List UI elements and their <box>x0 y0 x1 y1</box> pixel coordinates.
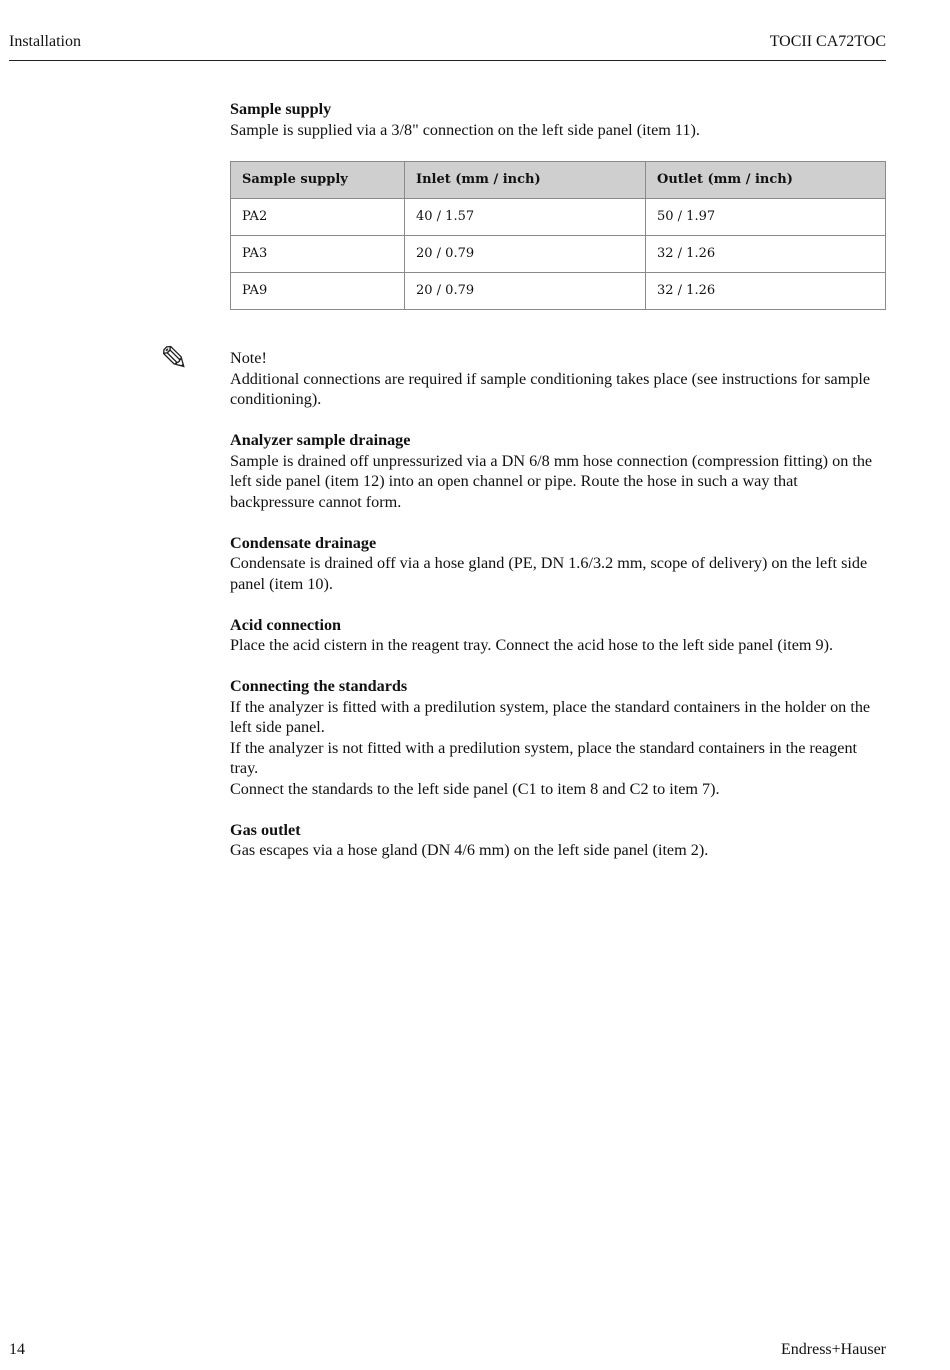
sample-supply-table <box>230 161 886 310</box>
page-footer <box>9 1341 886 1365</box>
table-cell: 20 / 0.79 <box>405 273 646 310</box>
sample-supply-heading: Sample supply <box>230 100 332 118</box>
gas-outlet-text: Gas escapes via a hose gland (DN 4/6 mm) on the left side panel (item 2). <box>230 841 709 859</box>
standards-heading: Connecting the standards <box>230 677 408 695</box>
gas-outlet-section <box>230 820 886 861</box>
table-header-cell: Inlet (mm / inch) <box>405 162 646 199</box>
table-cell: PA3 <box>231 236 405 273</box>
acid-connection-text: Place the acid cistern in the reagent tray. Connect the acid hose to the left side panel (item 9). <box>230 636 834 654</box>
acid-connection-heading: Acid connection <box>230 615 342 634</box>
standards-text-connect: Connect the standards to the left side panel (C1 to item 8 and C2 to item 7). <box>230 779 720 798</box>
table-cell: 20 / 0.79 <box>405 236 646 273</box>
sample-supply-section <box>230 99 886 310</box>
page-content <box>160 99 886 881</box>
table-cell: PA9 <box>231 273 405 310</box>
table-cell: 32 / 1.26 <box>646 236 886 273</box>
table-cell: 50 / 1.97 <box>646 199 886 236</box>
analyzer-drainage-section <box>230 430 886 512</box>
table-cell: PA2 <box>231 199 405 236</box>
page-header <box>9 30 886 61</box>
gas-outlet-heading: Gas outlet <box>230 820 301 839</box>
table-row <box>231 199 886 236</box>
acid-connection-section <box>230 615 886 656</box>
standards-section <box>230 676 886 799</box>
table-header-cell: Outlet (mm / inch) <box>646 162 886 199</box>
table-cell: 40 / 1.57 <box>405 199 646 236</box>
table-header-row <box>231 162 886 199</box>
standards-text-predilution: If the analyzer is fitted with a predilution system, place the standard containers in the holder on the left side panel. <box>230 697 871 736</box>
analyzer-drainage-text: Sample is drained off unpressurized via a DN 6/8 mm hose connection (compression fitting) on the left side panel (item 12) into an open channel or pipe. Route the hose in such a way that backpressure cannot form. <box>230 451 873 511</box>
sample-supply-text: Sample is supplied via a 3/8" connection on the left side panel (item 11). <box>230 120 700 139</box>
table-row <box>231 273 886 310</box>
note-block <box>160 339 886 410</box>
condensate-drainage-heading: Condensate drainage <box>230 533 377 552</box>
header-section-title: Installation <box>9 33 81 50</box>
condensate-drainage-section <box>230 533 886 595</box>
condensate-drainage-text: Condensate is drained off via a hose gland (PE, DN 1.6/3.2 mm, scope of delivery) on the left side panel (item 10). <box>230 554 868 593</box>
table-cell: 32 / 1.26 <box>646 273 886 310</box>
note-text: Additional connections are required if sample conditioning takes place (see instructions for sample conditioning). <box>230 369 871 408</box>
analyzer-drainage-heading: Analyzer sample drainage <box>230 431 411 449</box>
pencil-icon: ✎ <box>160 339 189 379</box>
header-product-name: TOCII CA72TOC <box>769 33 886 50</box>
brand-name: Endress+Hauser <box>781 1341 886 1358</box>
note-title: Note! <box>230 349 267 367</box>
table-row <box>231 236 886 273</box>
standards-text-no-predilution: If the analyzer is not fitted with a predilution system, place the standard containers in the reagent tray. <box>230 738 858 777</box>
table-header-cell: Sample supply <box>231 162 405 199</box>
page-number: 14 <box>9 1341 25 1358</box>
